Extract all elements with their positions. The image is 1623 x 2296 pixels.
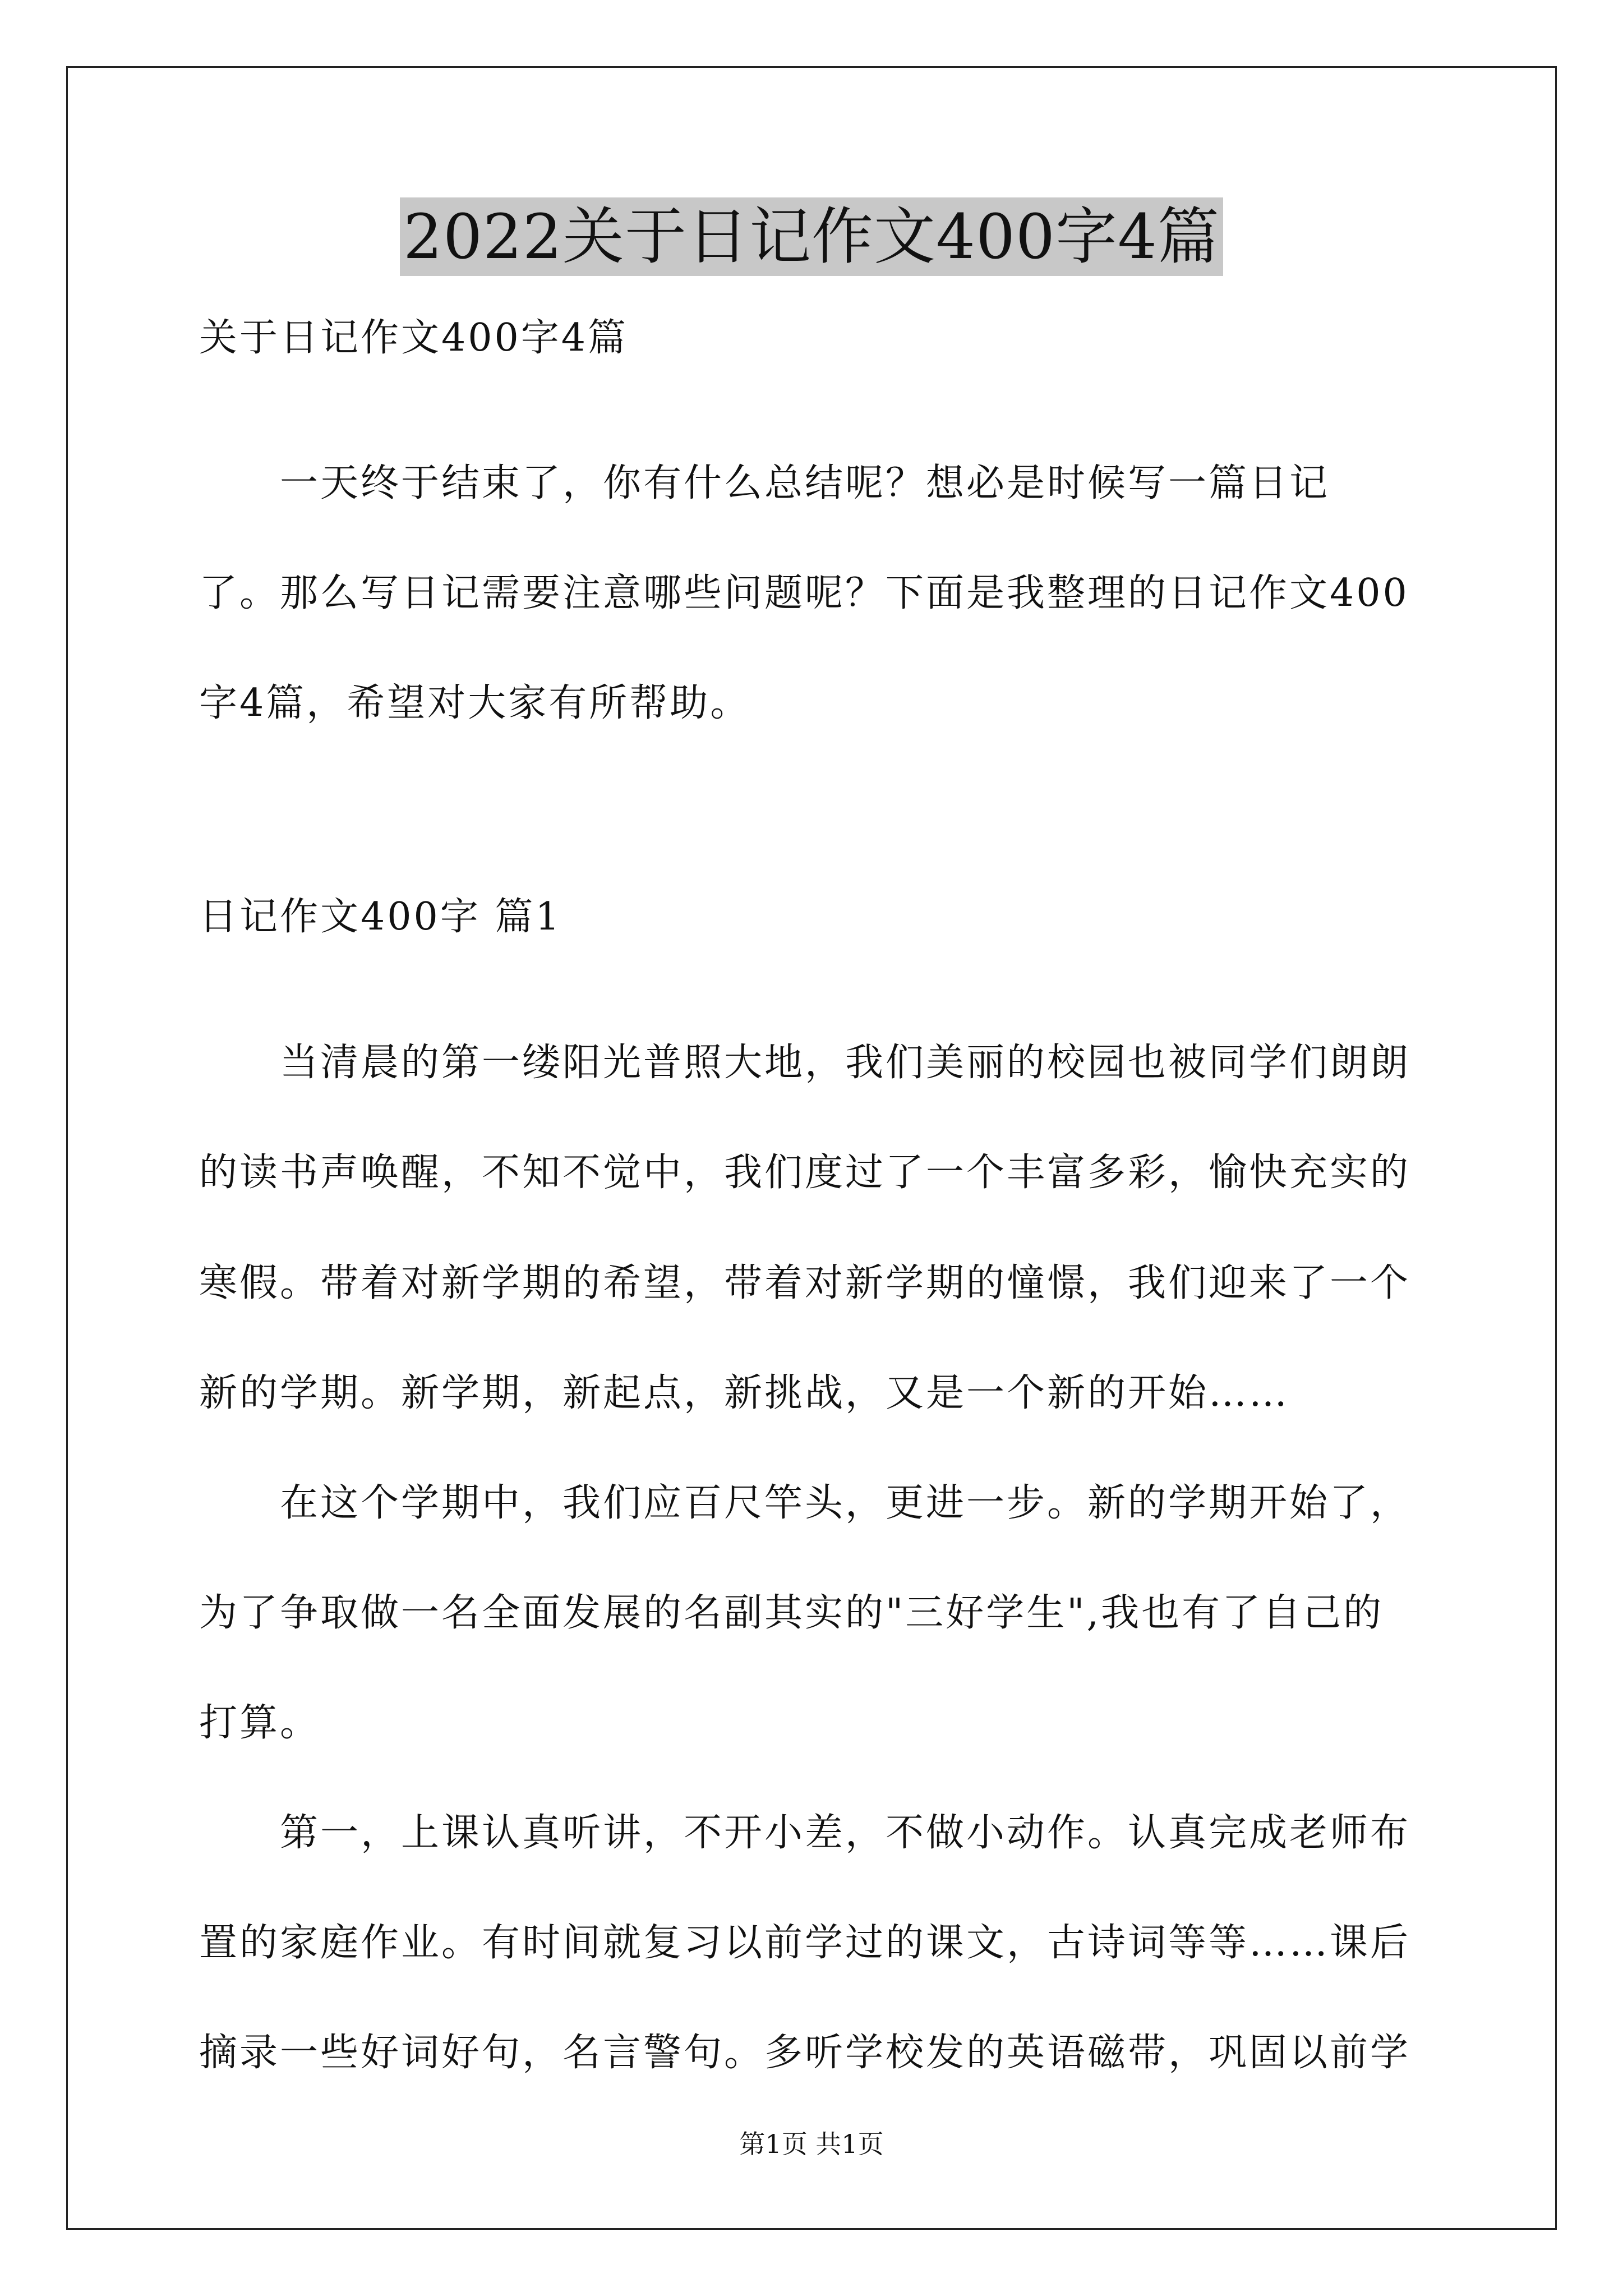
body-line: 的读书声唤醒，不知不觉中，我们度过了一个丰富多彩，愉快充实的 <box>199 1151 1411 1195</box>
body-line: 置的家庭作业。有时间就复习以前学过的课文，古诗词等等……课后 <box>199 1921 1411 1965</box>
body-line: 当清晨的第一缕阳光普照大地，我们美丽的校园也被同学们朗朗 <box>199 1041 1411 1085</box>
body-line: 摘录一些好词好句，名言警句。多听学校发的英语磁带，巩固以前学 <box>199 2031 1411 2075</box>
body-line: 打算。 <box>199 1701 321 1745</box>
body-line: 寒假。带着对新学期的希望，带着对新学期的憧憬，我们迎来了一个 <box>199 1261 1411 1305</box>
intro-line: 一天终于结束了，你有什么总结呢？想必是时候写一篇日记 <box>199 461 1330 505</box>
page-footer: 第1页 共1页 <box>739 2129 884 2159</box>
title-container <box>0 197 1623 276</box>
body-line: 新的学期。新学期，新起点，新挑战，又是一个新的开始…… <box>199 1371 1290 1415</box>
intro-line: 了。那么写日记需要注意哪些问题呢？下面是我整理的日记作文400 <box>199 571 1409 615</box>
body-line: 在这个学期中，我们应百尺竿头，更进一步。新的学期开始了， <box>199 1481 1411 1525</box>
body-line: 为了争取做一名全面发展的名副其实的"三好学生",我也有了自己的 <box>199 1591 1384 1635</box>
section-heading: 日记作文400字 篇1 <box>199 895 562 939</box>
document-subtitle: 关于日记作文400字4篇 <box>199 316 629 360</box>
intro-line: 字4篇，希望对大家有所帮助。 <box>199 681 751 725</box>
body-line: 第一，上课认真听讲，不开小差，不做小动作。认真完成老师布 <box>199 1811 1411 1855</box>
document-title: 2022关于日记作文400字4篇 <box>400 197 1223 276</box>
